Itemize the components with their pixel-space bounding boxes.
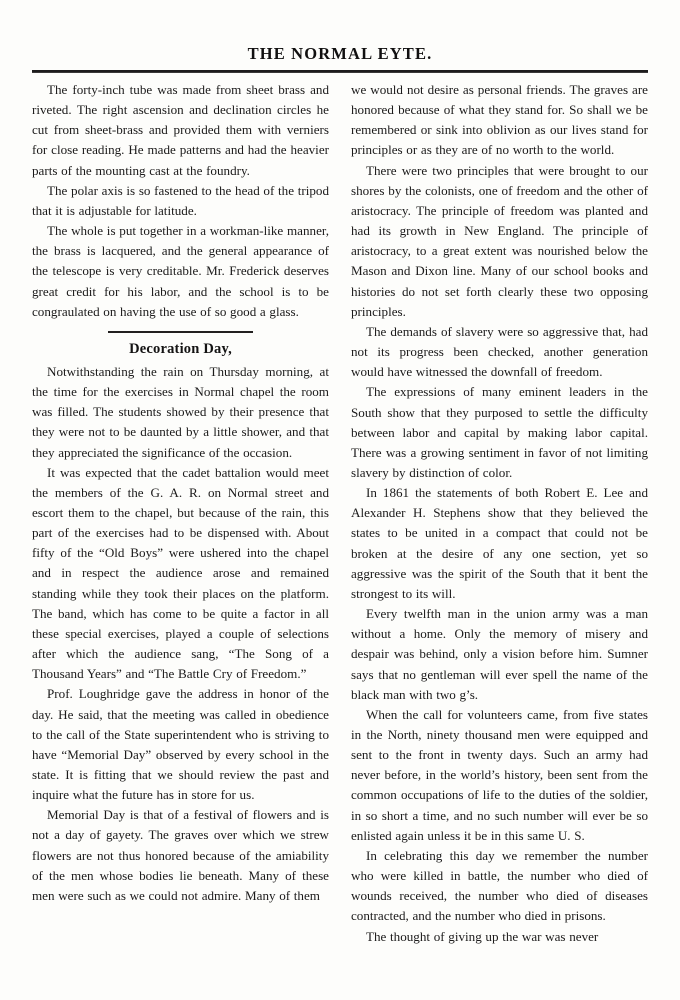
article-paragraph: we would not desire as personal friends. The graves are honored because of what they stand for. So shall we be remembered or sink into oblivion as our lives stand for principles or as they are of no worth to the world. [351, 82, 648, 158]
article-paragraph: Memorial Day is that of a festival of flowers and is not a day of gayety. The graves over which we strew flowers are not thus honored because of the amiability of the men whose bodies lie beneath. Many of these men were such as we could not admire. Many of them [32, 807, 329, 903]
article-paragraph: The expressions of many eminent leaders in the South show that they purposed to settle the difficulty between labor and capital by making labor capital. There was a growing sentiment in favor of not limiting slavery by distinction of color. [351, 384, 648, 480]
article-paragraph: The thought of giving up the war was never [366, 928, 599, 944]
masthead-rule [32, 70, 648, 73]
right-column [351, 80, 648, 960]
article-paragraph: Notwithstanding the rain on Thursday morning, at the time for the exercises in Normal chapel the room was filled. The students showed by their presence that they were not to be daunted by a little shower, and that they appreciated the significance of the occasion. [32, 363, 329, 460]
article-paragraph: The forty-inch tube was made from sheet brass and riveted. The right ascension and declination circles he cut from sheet-brass and provided them with verniers for close reading. He made patterns and had the heavier parts of the mounting cast at the foundry. [32, 82, 329, 178]
article-paragraph: Prof. Loughridge gave the address in honor of the day. He said, that the meeting was called in obedience to the call of the State superintendent who is striving to have “Memorial Day” observed by every school in the state. It is fitting that we should review the past and inquire what the future has in store for us. [32, 686, 329, 803]
article-body [32, 80, 648, 960]
article-paragraph: There were two principles that were brought to our shores by the colonists, one of freedom and the other of aristocracy. The principle of freedom was planted and had its growth in New England. The principle of aristocracy, to a great extent was nourished below the Mason and Dixon line. Many of our school books and histories do not set forth clearly these two opposing principles. [351, 162, 648, 319]
section-heading: Decoration Day, [129, 340, 232, 357]
article-paragraph: The demands of slavery were so aggressive that, had not its progress been checked, another generation would have witnessed the downfall of freedom. [351, 323, 648, 380]
section-divider-rule [108, 331, 253, 333]
article-paragraph: In celebrating this day we remember the number who were killed in battle, the number who died of wounds received, the number who died of diseases contracted, and the number who died in prisons. [351, 847, 648, 924]
article-paragraph: It was expected that the cadet battalion would meet the members of the G. A. R. on Normal street and escort them to the chapel, but because of the rain, this part of the exercises had to be dispensed with. About fifty of the “Old Boys” were ushered into the chapel and in respect the audience arose and remained standing while they took their places on the platform. The band, which has come to be quite a factor in all these special exercises, played a couple of selections after which the audience sang, “The Song of a Thousand Years” and “The Battle Cry of Freedom.” [32, 464, 329, 682]
article-paragraph: Every twelfth man in the union army was a man without a home. Only the memory of misery and despair was behind, only a vision before him. Sumner says that no gentleman will ever spell the name of the black man with two g’s. [351, 606, 648, 702]
left-column [32, 80, 329, 960]
article-paragraph: The polar axis is so fastened to the head of the tripod that it is adjustable for latitude. [32, 182, 329, 218]
article-paragraph: The whole is put together in a workman-like manner, the brass is lacquered, and the general appearance of the telescope is very creditable. Mr. Frederick deserves great credit for his labor, and the school is to be congraulated on having the use of so good a glass. [32, 223, 329, 319]
page-title: THE NORMAL EYTE. [247, 44, 433, 63]
article-paragraph: When the call for volunteers came, from five states in the North, ninety thousand men were equipped and sent to the front in twenty days. Such an army had never before, in the world’s history, been sent from the common occupations of life to the duties of the soldier, in so short a time, and no such number will ever be so enlisted again unless it be in this same U. S. [351, 706, 648, 843]
article-paragraph: In 1861 the statements of both Robert E. Lee and Alexander H. Stephens show that they believed the states to be united in a compact that could not be broken at the desire of any one section, yet so aggressive was the spirit of the South that it bent the strongest to its will. [351, 485, 648, 601]
masthead [32, 44, 648, 64]
